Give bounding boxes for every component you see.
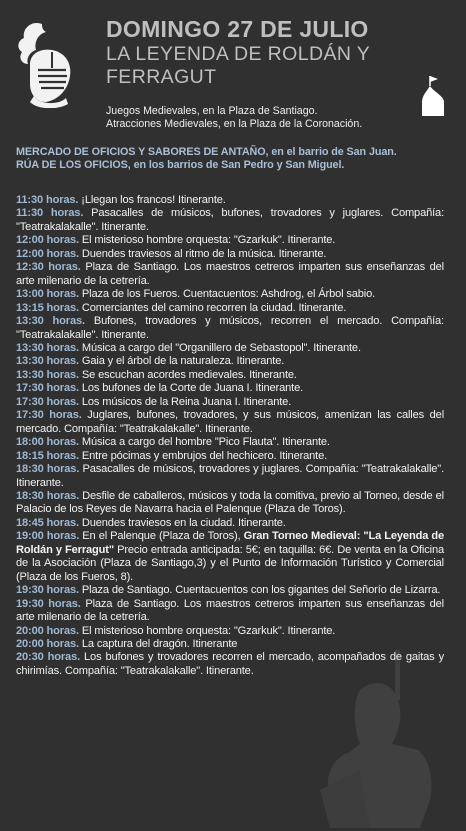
mercado-line: RÚA DE LOS OFICIOS, en los barrios de San Pedro y San Miguel. xyxy=(16,159,345,171)
entry-time: 19:30 horas. xyxy=(16,584,79,597)
header xyxy=(106,16,446,89)
entry-text: Duendes traviesos al ritmo de la música. Itinerante. xyxy=(78,247,327,260)
entry-text: En el Palenque (Plaza de Toros), xyxy=(79,530,244,543)
intro-line: Juegos Medievales, en la Plaza de Santiago. xyxy=(106,105,318,117)
entry-time: 19:30 horas. xyxy=(16,597,81,610)
schedule-entry xyxy=(16,302,444,315)
entry-time: 18:00 horas. xyxy=(16,436,79,449)
entry-text: Los bufones y trovadores recorren el mercado, acompañados de gaitas y chirimías. Compañía: "Teatrakalakalle". Itinerante. xyxy=(16,651,444,677)
entry-text: La captura del dragón. Itinerante xyxy=(78,637,238,650)
entry-text: Bufones, trovadores y músicos, recorren el mercado. Compañía: "Teatrakalakalle". Itinerante. xyxy=(16,315,444,341)
entry-text: Los bufones de la Corte de Juana I. Itinerante. xyxy=(78,382,304,395)
entry-text: Plaza de Santiago. Cuentacuentos con los gigantes del Señorío de Lizarra. xyxy=(78,584,441,597)
entry-time: 20:00 horas. xyxy=(16,637,79,650)
intro-line: Atracciones Medievales, en la Plaza de la Coronación. xyxy=(106,117,363,130)
schedule-entry xyxy=(16,248,444,261)
schedule-entry xyxy=(16,651,444,678)
schedule-list xyxy=(16,194,444,678)
schedule-entry xyxy=(16,315,444,342)
entry-time: 13:30 horas. xyxy=(16,315,85,328)
schedule-entry xyxy=(16,382,444,395)
entry-time: 19:00 horas. xyxy=(16,530,80,543)
entry-text: El misterioso hombre orquesta: "Gzarkuk". Itinerante. xyxy=(78,624,336,637)
schedule-entry xyxy=(16,638,444,651)
entry-time: 13:30 horas. xyxy=(16,341,79,354)
schedule-entry xyxy=(16,450,444,463)
entry-text: Gaia y el árbol de la naturaleza. Itinerante. xyxy=(78,355,285,368)
entry-highlight: Gran Torneo Medieval: "La Leyenda de Roldán y Ferragut" xyxy=(16,530,444,556)
schedule-entry xyxy=(16,584,444,597)
entry-text-after: Precio entrada anticipada: 5€; en taquilla: 6€. De venta en la Oficina de la Asociación (Plaza de Santiago,3) y el Punto de Información Turístico y Comercial (Plaza de los Fueros, 8). xyxy=(16,543,444,583)
schedule-entry xyxy=(16,463,444,490)
entry-time: 18:15 horas. xyxy=(16,449,79,462)
entry-text: Entre pócimas y embrujos del hechicero. Itinerante. xyxy=(78,449,328,462)
entry-time: 17:30 horas. xyxy=(16,382,79,395)
entry-time: 17:30 horas. xyxy=(16,395,79,408)
entry-text: El misterioso hombre orquesta: "Gzarkuk". Itinerante. xyxy=(78,234,336,247)
knight-helmet-icon xyxy=(12,18,82,108)
entry-text: Desfile de caballeros, músicos y toda la comitiva, previo al Torneo, desde el Palacio de los Reyes de Navarra hacia el Palenque (Plaza de Toros). xyxy=(16,489,444,516)
entry-text: Música a cargo del hombre "Pico Flauta". Itinerante. xyxy=(78,436,330,449)
schedule-entry xyxy=(16,261,444,288)
schedule-entry xyxy=(16,625,444,638)
entry-time: 20:00 horas. xyxy=(16,624,79,637)
schedule-entry xyxy=(16,490,444,517)
schedule-entry xyxy=(16,396,444,409)
schedule-entry xyxy=(16,355,444,368)
entry-text: Se escuchan acordes medievales. Itinerante. xyxy=(78,368,297,381)
entry-text: Comerciantes del camino recorren la ciudad. Itinerante. xyxy=(78,301,347,314)
intro xyxy=(106,105,362,130)
entry-text: Juglares, bufones, trovadores, y sus músicos, amenizan las calles del mercado. Compañía: "Teatrakalakalle". Itinerante. xyxy=(16,409,445,435)
entry-time: 12:00 horas. xyxy=(16,247,79,260)
entry-time: 12:00 horas. xyxy=(16,234,79,247)
entry-text: Plaza de Santiago. Los maestros cetreros imparten sus enseñanzas del arte milenario de la cetrería. xyxy=(16,261,444,287)
entry-time: 12:30 horas. xyxy=(16,261,81,274)
entry-time: 17:30 horas. xyxy=(16,409,82,422)
entry-time: 18:30 horas. xyxy=(16,463,80,476)
schedule-entry xyxy=(16,598,444,625)
entry-time: 13:30 horas. xyxy=(16,355,79,368)
entry-text: Pasacalles de músicos, trovadores y juglares. Compañía: "Teatrakalakalle". Itinerante. xyxy=(16,463,445,489)
entry-text: Pasacalles de músicos, bufones, trovadores y juglares. Compañía: "Teatrakalakalle". Itinerante. xyxy=(16,207,444,233)
schedule-entry xyxy=(16,288,444,301)
entry-time: 11:30 horas. xyxy=(16,194,79,206)
entry-text: ¡Llegan los francos! Itinerante. xyxy=(78,194,226,206)
schedule-entry xyxy=(16,517,444,530)
schedule-entry xyxy=(16,436,444,449)
entry-text: Música a cargo del "Organillero de Sebastopol". Itinerante. xyxy=(78,341,361,354)
mercado-line: MERCADO DE OFICIOS Y SABORES DE ANTAÑO, en el barrio de San Juan. xyxy=(16,146,397,158)
page-title: DOMINGO 27 DE JULIO xyxy=(106,16,369,42)
entry-time: 13:15 horas. xyxy=(16,301,79,314)
schedule-entry xyxy=(16,207,444,234)
entry-text: Los músicos de la Reina Juana I. Itinerante. xyxy=(78,395,292,408)
schedule-entry xyxy=(16,369,444,382)
mercado-section xyxy=(16,146,446,172)
entry-text: Duendes traviesos en la ciudad. Itinerante. xyxy=(78,516,286,529)
page-subtitle: LA LEYENDA DE ROLDÁN Y FERRAGUT xyxy=(106,43,370,88)
entry-time: 20:30 horas. xyxy=(16,651,81,664)
schedule-entry xyxy=(16,234,444,247)
entry-time: 13:30 horas. xyxy=(16,368,79,381)
entry-time: 11:30 horas. xyxy=(16,207,84,220)
entry-time: 18:30 horas. xyxy=(16,489,80,502)
entry-text: Plaza de Santiago. Los maestros cetreros imparten sus enseñanzas del arte milenario de la cetrería. xyxy=(16,597,444,624)
schedule-entry xyxy=(16,409,444,436)
schedule-entry xyxy=(16,342,444,355)
entry-time: 13:00 horas. xyxy=(16,288,79,301)
entry-time: 18:45 horas. xyxy=(16,516,79,529)
schedule-entry xyxy=(16,194,444,207)
entry-text: Plaza de los Fueros. Cuentacuentos: Ashdrog, el Árbol sabio. xyxy=(78,288,376,301)
schedule-entry xyxy=(16,530,444,584)
